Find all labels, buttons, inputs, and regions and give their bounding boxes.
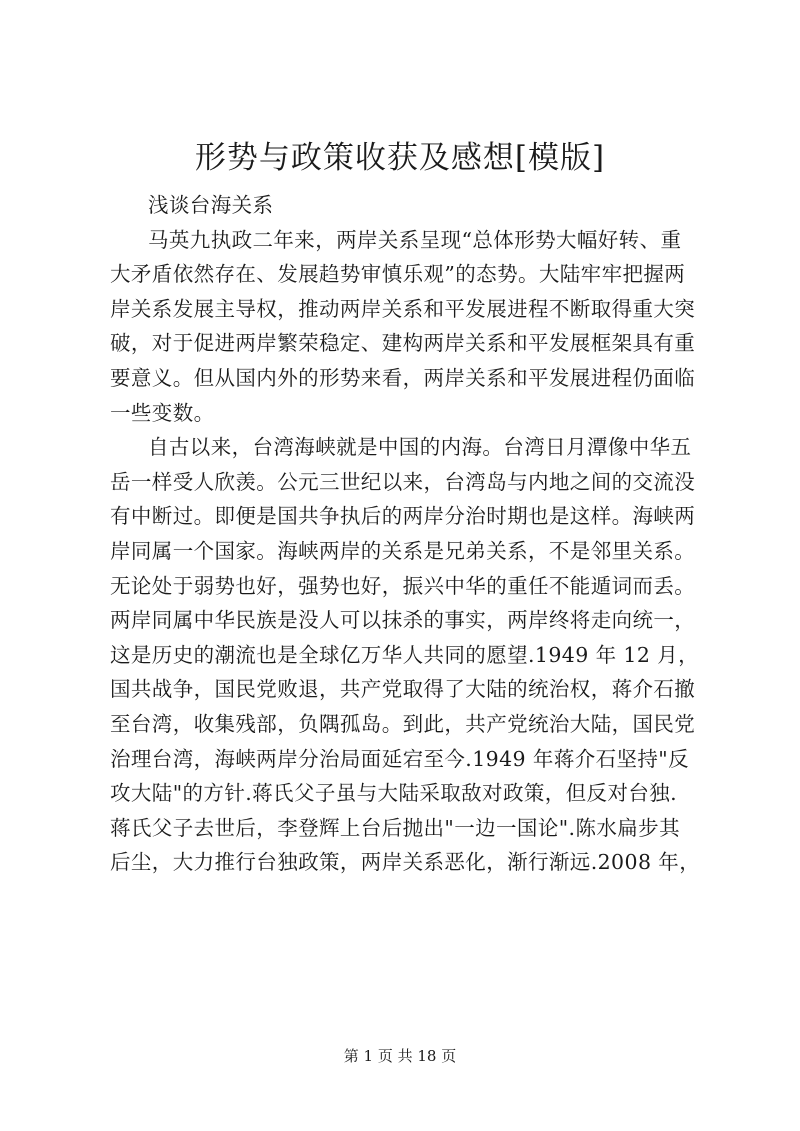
text-line: 大矛盾依然存在、发展趋势审慎乐观”的态势。大陆牢牢把握两 bbox=[110, 262, 686, 287]
subtitle: 浅谈台海关系 bbox=[148, 193, 274, 217]
text-line: 一些变数。 bbox=[110, 400, 215, 425]
page-number: 第 1 页 共 18 页 bbox=[343, 1047, 457, 1065]
text-line: 岳一样受人欣羡。公元三世纪以来，台湾岛与内地之间的交流没 bbox=[110, 469, 696, 494]
text-line: 自古以来，台湾海峡就是中国的内海。台湾日月潭像中华五 bbox=[148, 435, 692, 460]
text-line: 马英九执政二年来，两岸关系呈现“总体形势大幅好转、重 bbox=[148, 227, 682, 252]
text-line: 两岸同属中华民族是没人可以抹杀的事实，两岸终将走向统一， bbox=[110, 608, 696, 633]
text-line: 要意义。但从国内外的形势来看，两岸关系和平发展进程仍面临 bbox=[110, 365, 696, 390]
text-line: 破，对于促进两岸繁荣稳定、建构两岸关系和平发展框架具有重 bbox=[110, 331, 696, 356]
text-line: 有中断过。即便是国共争执后的两岸分治时期也是这样。海峡两 bbox=[110, 504, 696, 529]
document-title: 形势与政策收获及感想[模版] bbox=[194, 140, 606, 176]
text-line: 攻大陆"的方针.蒋氏父子虽与大陆采取敌对政策，但反对台独. bbox=[110, 781, 678, 806]
document-body bbox=[110, 188, 712, 880]
text-line: 无论处于弱势也好，强势也好，振兴中华的重任不能遁词而丢。 bbox=[110, 573, 696, 598]
text-line: 后尘，大力推行台独政策，两岸关系恶化，渐行渐远.2008 年， bbox=[110, 850, 701, 875]
text-line: 治理台湾，海峡两岸分治局面延宕至今.1949 年蒋介石坚持"反 bbox=[110, 746, 690, 771]
text-line: 国共战争，国民党败退，共产党取得了大陆的统治权，蒋介石撤 bbox=[110, 677, 696, 702]
text-line: 岸同属一个国家。海峡两岸的关系是兄弟关系，不是邻里关系。 bbox=[110, 538, 696, 563]
text-line: 至台湾，收集残部，负隅孤岛。到此，共产党统治大陆，国民党 bbox=[110, 711, 696, 736]
text-line: 岸关系发展主导权，推动两岸关系和平发展进程不断取得重大突 bbox=[110, 296, 696, 321]
text-line: 蒋氏父子去世后，李登辉上台后抛出"一边一国论".陈水扁步其 bbox=[110, 815, 680, 840]
text-line: 这是历史的潮流也是全球亿万华人共同的愿望.1949 年 12 月， bbox=[110, 642, 700, 667]
